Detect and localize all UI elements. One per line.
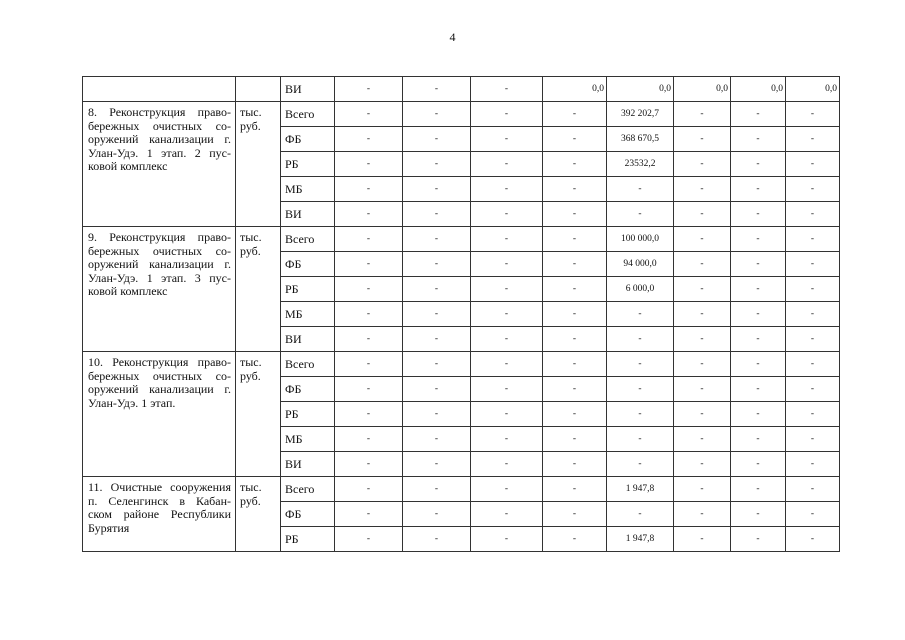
- value-cell: -: [471, 77, 543, 102]
- table-row: [83, 77, 840, 102]
- value-cell: -: [674, 302, 731, 327]
- value-cell: -: [731, 127, 786, 152]
- value-cell: -: [403, 502, 471, 527]
- table-row: [83, 102, 840, 127]
- value-cell: -: [674, 252, 731, 277]
- table-body: [83, 77, 840, 552]
- value-cell: -: [731, 277, 786, 302]
- value-cell: -: [731, 302, 786, 327]
- value-cell: -: [674, 502, 731, 527]
- source-cell: ВИ: [281, 77, 335, 102]
- value-cell: -: [335, 527, 403, 552]
- value-cell: -: [731, 402, 786, 427]
- value-cell: -: [786, 127, 840, 152]
- value-cell: -: [731, 502, 786, 527]
- value-cell: -: [335, 452, 403, 477]
- value-cell: -: [607, 502, 674, 527]
- value-cell: -: [731, 102, 786, 127]
- value-cell: -: [786, 427, 840, 452]
- value-cell: -: [786, 327, 840, 352]
- value-cell: -: [543, 427, 607, 452]
- source-cell: РБ: [281, 402, 335, 427]
- source-cell: ВИ: [281, 452, 335, 477]
- value-cell: 1 947,8: [607, 477, 674, 502]
- source-cell: ФБ: [281, 127, 335, 152]
- value-cell: -: [335, 177, 403, 202]
- value-cell: -: [731, 177, 786, 202]
- value-cell: -: [543, 127, 607, 152]
- value-cell: -: [786, 477, 840, 502]
- value-cell: 392 202,7: [607, 102, 674, 127]
- value-cell: -: [607, 352, 674, 377]
- source-cell: ФБ: [281, 252, 335, 277]
- value-cell: -: [543, 302, 607, 327]
- value-cell: -: [543, 402, 607, 427]
- table-row: [83, 352, 840, 377]
- value-cell: -: [403, 77, 471, 102]
- value-cell: -: [403, 427, 471, 452]
- source-cell: РБ: [281, 152, 335, 177]
- value-cell: 0,0: [674, 77, 731, 102]
- table-row: [83, 227, 840, 252]
- value-cell: -: [731, 327, 786, 352]
- value-cell: -: [607, 202, 674, 227]
- value-cell: -: [543, 452, 607, 477]
- value-cell: -: [607, 177, 674, 202]
- value-cell: -: [403, 102, 471, 127]
- value-cell: -: [471, 302, 543, 327]
- value-cell: -: [403, 477, 471, 502]
- value-cell: -: [543, 277, 607, 302]
- source-cell: Всего: [281, 102, 335, 127]
- value-cell: -: [543, 502, 607, 527]
- value-cell: -: [786, 377, 840, 402]
- value-cell: -: [335, 402, 403, 427]
- value-cell: -: [543, 252, 607, 277]
- value-cell: -: [335, 202, 403, 227]
- value-cell: -: [471, 252, 543, 277]
- value-cell: -: [335, 327, 403, 352]
- value-cell: -: [731, 427, 786, 452]
- value-cell: -: [543, 527, 607, 552]
- value-cell: -: [731, 152, 786, 177]
- value-cell: -: [543, 177, 607, 202]
- project-name: 10. Реконструкция право-бережных очистных со-оружений канализации г. Улан-Удэ. 1 этап.: [83, 352, 236, 477]
- value-cell: -: [786, 302, 840, 327]
- value-cell: 1 947,8: [607, 527, 674, 552]
- value-cell: -: [786, 502, 840, 527]
- value-cell: -: [471, 352, 543, 377]
- value-cell: -: [335, 252, 403, 277]
- value-cell: -: [674, 452, 731, 477]
- unit-label: тыс. руб.: [236, 352, 281, 477]
- value-cell: -: [607, 327, 674, 352]
- value-cell: -: [786, 452, 840, 477]
- value-cell: -: [786, 252, 840, 277]
- value-cell: -: [403, 527, 471, 552]
- unit-label: тыс. руб.: [236, 102, 281, 227]
- value-cell: -: [471, 527, 543, 552]
- value-cell: -: [731, 377, 786, 402]
- value-cell: -: [731, 527, 786, 552]
- value-cell: -: [335, 277, 403, 302]
- value-cell: -: [731, 477, 786, 502]
- unit-cell: [236, 77, 281, 102]
- value-cell: -: [674, 327, 731, 352]
- source-cell: РБ: [281, 277, 335, 302]
- value-cell: 94 000,0: [607, 252, 674, 277]
- value-cell: -: [543, 227, 607, 252]
- source-cell: ВИ: [281, 202, 335, 227]
- value-cell: -: [335, 127, 403, 152]
- value-cell: -: [674, 427, 731, 452]
- value-cell: 0,0: [607, 77, 674, 102]
- value-cell: -: [674, 277, 731, 302]
- value-cell: -: [786, 152, 840, 177]
- source-cell: Всего: [281, 477, 335, 502]
- unit-label: тыс. руб.: [236, 477, 281, 552]
- value-cell: -: [403, 127, 471, 152]
- value-cell: -: [786, 227, 840, 252]
- source-cell: ФБ: [281, 377, 335, 402]
- value-cell: -: [674, 102, 731, 127]
- value-cell: 23532,2: [607, 152, 674, 177]
- value-cell: -: [335, 427, 403, 452]
- value-cell: -: [607, 402, 674, 427]
- value-cell: -: [471, 502, 543, 527]
- value-cell: -: [786, 352, 840, 377]
- value-cell: -: [674, 127, 731, 152]
- value-cell: -: [786, 102, 840, 127]
- value-cell: -: [731, 252, 786, 277]
- value-cell: -: [403, 277, 471, 302]
- value-cell: -: [674, 177, 731, 202]
- value-cell: -: [403, 227, 471, 252]
- source-cell: МБ: [281, 177, 335, 202]
- value-cell: -: [471, 477, 543, 502]
- value-cell: -: [543, 477, 607, 502]
- value-cell: -: [471, 227, 543, 252]
- value-cell: -: [335, 377, 403, 402]
- value-cell: -: [335, 152, 403, 177]
- value-cell: -: [403, 327, 471, 352]
- value-cell: -: [403, 177, 471, 202]
- source-cell: Всего: [281, 352, 335, 377]
- value-cell: -: [403, 452, 471, 477]
- value-cell: -: [403, 302, 471, 327]
- value-cell: -: [674, 402, 731, 427]
- value-cell: -: [786, 177, 840, 202]
- value-cell: 0,0: [543, 77, 607, 102]
- value-cell: -: [607, 302, 674, 327]
- value-cell: -: [471, 127, 543, 152]
- value-cell: -: [543, 352, 607, 377]
- value-cell: -: [335, 227, 403, 252]
- value-cell: 0,0: [731, 77, 786, 102]
- value-cell: -: [403, 352, 471, 377]
- value-cell: -: [471, 327, 543, 352]
- source-cell: ФБ: [281, 502, 335, 527]
- budget-table: [82, 76, 840, 552]
- project-name: 9. Реконструкция право-бережных очистных со-оружений канализации г. Улан-Удэ. 1 этап. 3 пус-ковой комплекс: [83, 227, 236, 352]
- value-cell: -: [335, 352, 403, 377]
- value-cell: -: [543, 152, 607, 177]
- value-cell: -: [335, 77, 403, 102]
- value-cell: -: [543, 102, 607, 127]
- value-cell: -: [471, 102, 543, 127]
- value-cell: -: [674, 377, 731, 402]
- value-cell: -: [403, 252, 471, 277]
- value-cell: -: [471, 152, 543, 177]
- value-cell: -: [607, 377, 674, 402]
- name-cell: [83, 77, 236, 102]
- value-cell: -: [335, 302, 403, 327]
- value-cell: -: [403, 377, 471, 402]
- value-cell: -: [335, 102, 403, 127]
- source-cell: Всего: [281, 227, 335, 252]
- value-cell: -: [543, 377, 607, 402]
- value-cell: -: [335, 502, 403, 527]
- value-cell: -: [674, 202, 731, 227]
- value-cell: -: [786, 527, 840, 552]
- value-cell: -: [607, 452, 674, 477]
- value-cell: -: [674, 227, 731, 252]
- project-name: 11. Очистные сооружения п. Селенгинск в Кабан-ском районе Республики Бурятия: [83, 477, 236, 552]
- value-cell: -: [731, 202, 786, 227]
- unit-label: тыс. руб.: [236, 227, 281, 352]
- value-cell: -: [471, 377, 543, 402]
- source-cell: РБ: [281, 527, 335, 552]
- value-cell: -: [403, 152, 471, 177]
- value-cell: -: [674, 152, 731, 177]
- value-cell: -: [403, 202, 471, 227]
- value-cell: -: [674, 527, 731, 552]
- value-cell: -: [786, 202, 840, 227]
- table-row: [83, 477, 840, 502]
- value-cell: -: [786, 277, 840, 302]
- value-cell: -: [731, 352, 786, 377]
- value-cell: -: [471, 402, 543, 427]
- value-cell: -: [674, 477, 731, 502]
- value-cell: 368 670,5: [607, 127, 674, 152]
- value-cell: -: [543, 202, 607, 227]
- value-cell: -: [543, 327, 607, 352]
- value-cell: 0,0: [786, 77, 840, 102]
- value-cell: -: [471, 452, 543, 477]
- value-cell: -: [471, 427, 543, 452]
- value-cell: -: [786, 402, 840, 427]
- source-cell: МБ: [281, 427, 335, 452]
- value-cell: -: [731, 452, 786, 477]
- value-cell: -: [471, 202, 543, 227]
- source-cell: ВИ: [281, 327, 335, 352]
- value-cell: -: [731, 227, 786, 252]
- value-cell: -: [471, 177, 543, 202]
- value-cell: -: [335, 477, 403, 502]
- value-cell: 6 000,0: [607, 277, 674, 302]
- value-cell: -: [674, 352, 731, 377]
- value-cell: -: [471, 277, 543, 302]
- value-cell: -: [403, 402, 471, 427]
- page-number: 4: [449, 30, 456, 44]
- value-cell: 100 000,0: [607, 227, 674, 252]
- project-name: 8. Реконструкция право-бережных очистных со-оружений канализации г. Улан-Удэ. 1 этап. 2 пус-ковой комплекс: [83, 102, 236, 227]
- source-cell: МБ: [281, 302, 335, 327]
- value-cell: -: [607, 427, 674, 452]
